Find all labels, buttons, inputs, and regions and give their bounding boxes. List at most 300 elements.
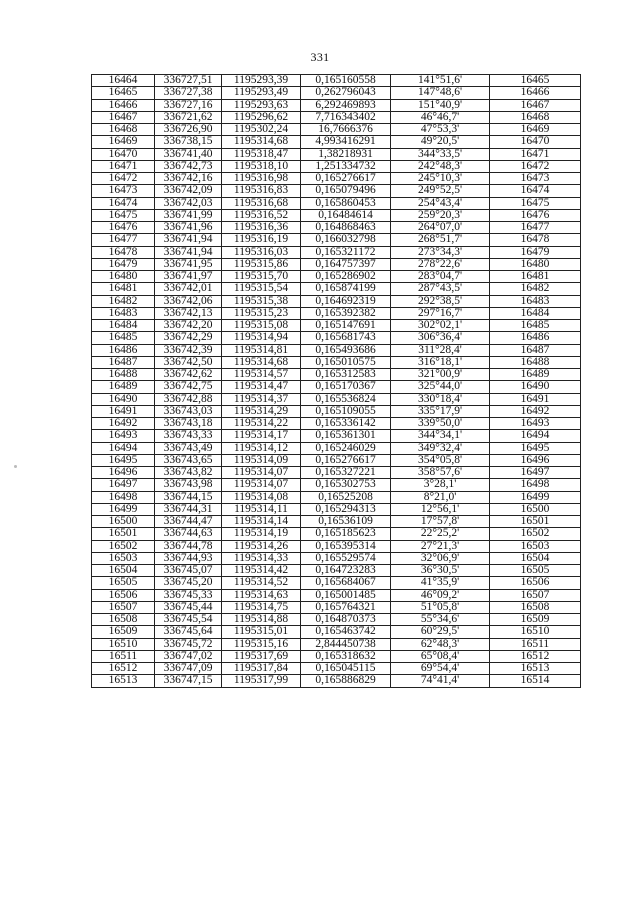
x-coordinate-cell: 336747,09 xyxy=(155,663,222,675)
next-point-id-cell: 16484 xyxy=(490,307,581,319)
point-id-cell: 16470 xyxy=(92,148,155,160)
y-coordinate-cell: 1195314,07 xyxy=(222,467,301,479)
next-point-id-cell: 16502 xyxy=(490,528,581,540)
distance-cell: 0,165536824 xyxy=(301,393,391,405)
point-id-cell: 16485 xyxy=(92,332,155,344)
x-coordinate-cell: 336742,39 xyxy=(155,344,222,356)
point-id-cell: 16510 xyxy=(92,638,155,650)
bearing-cell: 268°51,7' xyxy=(391,234,490,246)
distance-cell: 2,844450738 xyxy=(301,638,391,650)
distance-cell: 0,165045115 xyxy=(301,663,391,675)
point-id-cell: 16507 xyxy=(92,601,155,613)
bearing-cell: 297°16,7' xyxy=(391,307,490,319)
coordinates-table-container xyxy=(91,74,580,688)
point-id-cell: 16467 xyxy=(92,111,155,123)
y-coordinate-cell: 1195315,86 xyxy=(222,258,301,270)
bearing-cell: 245°10,3' xyxy=(391,173,490,185)
x-coordinate-cell: 336742,75 xyxy=(155,381,222,393)
distance-cell: 0,165010575 xyxy=(301,356,391,368)
distance-cell: 0,165886829 xyxy=(301,675,391,687)
table-row xyxy=(92,442,581,454)
next-point-id-cell: 16465 xyxy=(490,75,581,87)
x-coordinate-cell: 336744,47 xyxy=(155,516,222,528)
next-point-id-cell: 16488 xyxy=(490,356,581,368)
distance-cell: 0,165170367 xyxy=(301,381,391,393)
bearing-cell: 344°34,1' xyxy=(391,430,490,442)
distance-cell: 0,164692319 xyxy=(301,295,391,307)
x-coordinate-cell: 336742,09 xyxy=(155,185,222,197)
bearing-cell: 259°20,3' xyxy=(391,209,490,221)
x-coordinate-cell: 336742,73 xyxy=(155,160,222,172)
distance-cell: 0,164868463 xyxy=(301,222,391,234)
next-point-id-cell: 16508 xyxy=(490,601,581,613)
next-point-id-cell: 16513 xyxy=(490,663,581,675)
next-point-id-cell: 16478 xyxy=(490,234,581,246)
x-coordinate-cell: 336742,20 xyxy=(155,320,222,332)
point-id-cell: 16481 xyxy=(92,283,155,295)
point-id-cell: 16472 xyxy=(92,173,155,185)
y-coordinate-cell: 1195314,88 xyxy=(222,614,301,626)
point-id-cell: 16497 xyxy=(92,479,155,491)
x-coordinate-cell: 336742,62 xyxy=(155,369,222,381)
x-coordinate-cell: 336741,94 xyxy=(155,234,222,246)
point-id-cell: 16509 xyxy=(92,626,155,638)
bearing-cell: 249°52,5' xyxy=(391,185,490,197)
distance-cell: 0,165684067 xyxy=(301,577,391,589)
bearing-cell: 41°35,9' xyxy=(391,577,490,589)
y-coordinate-cell: 1195314,94 xyxy=(222,332,301,344)
x-coordinate-cell: 336743,18 xyxy=(155,418,222,430)
next-point-id-cell: 16494 xyxy=(490,430,581,442)
y-coordinate-cell: 1195314,68 xyxy=(222,356,301,368)
y-coordinate-cell: 1195318,10 xyxy=(222,160,301,172)
y-coordinate-cell: 1195315,23 xyxy=(222,307,301,319)
distance-cell: 0,164723283 xyxy=(301,565,391,577)
y-coordinate-cell: 1195315,54 xyxy=(222,283,301,295)
table-row xyxy=(92,197,581,209)
next-point-id-cell: 16483 xyxy=(490,295,581,307)
next-point-id-cell: 16506 xyxy=(490,577,581,589)
y-coordinate-cell: 1195314,07 xyxy=(222,479,301,491)
bearing-cell: 273°34,3' xyxy=(391,246,490,258)
table-row xyxy=(92,271,581,283)
point-id-cell: 16483 xyxy=(92,307,155,319)
next-point-id-cell: 16498 xyxy=(490,479,581,491)
distance-cell: 0,165276617 xyxy=(301,173,391,185)
point-id-cell: 16473 xyxy=(92,185,155,197)
y-coordinate-cell: 1195314,29 xyxy=(222,405,301,417)
y-coordinate-cell: 1195314,19 xyxy=(222,528,301,540)
table-row xyxy=(92,638,581,650)
table-row xyxy=(92,295,581,307)
distance-cell: 0,164757397 xyxy=(301,258,391,270)
table-row xyxy=(92,516,581,528)
y-coordinate-cell: 1195318,47 xyxy=(222,148,301,160)
x-coordinate-cell: 336742,03 xyxy=(155,197,222,209)
distance-cell: 0,165185623 xyxy=(301,528,391,540)
y-coordinate-cell: 1195316,68 xyxy=(222,197,301,209)
bearing-cell: 283°04,7' xyxy=(391,271,490,283)
bearing-cell: 321°00,9' xyxy=(391,369,490,381)
next-point-id-cell: 16500 xyxy=(490,503,581,515)
next-point-id-cell: 16486 xyxy=(490,332,581,344)
x-coordinate-cell: 336745,33 xyxy=(155,589,222,601)
y-coordinate-cell: 1195314,08 xyxy=(222,491,301,503)
table-row xyxy=(92,491,581,503)
x-coordinate-cell: 336744,63 xyxy=(155,528,222,540)
distance-cell: 0,262796043 xyxy=(301,87,391,99)
next-point-id-cell: 16471 xyxy=(490,148,581,160)
distance-cell: 0,165336142 xyxy=(301,418,391,430)
table-row xyxy=(92,601,581,613)
point-id-cell: 16504 xyxy=(92,565,155,577)
y-coordinate-cell: 1195315,70 xyxy=(222,271,301,283)
bearing-cell: 344°33,5' xyxy=(391,148,490,160)
bearing-cell: 306°36,4' xyxy=(391,332,490,344)
next-point-id-cell: 16470 xyxy=(490,136,581,148)
x-coordinate-cell: 336742,16 xyxy=(155,173,222,185)
point-id-cell: 16506 xyxy=(92,589,155,601)
next-point-id-cell: 16503 xyxy=(490,540,581,552)
y-coordinate-cell: 1195314,37 xyxy=(222,393,301,405)
y-coordinate-cell: 1195293,39 xyxy=(222,75,301,87)
distance-cell: 0,165312583 xyxy=(301,369,391,381)
table-row xyxy=(92,87,581,99)
distance-cell: 0,165286902 xyxy=(301,271,391,283)
point-id-cell: 16484 xyxy=(92,320,155,332)
point-id-cell: 16508 xyxy=(92,614,155,626)
y-coordinate-cell: 1195314,63 xyxy=(222,589,301,601)
next-point-id-cell: 16499 xyxy=(490,491,581,503)
bearing-cell: 74°41,4' xyxy=(391,675,490,687)
y-coordinate-cell: 1195316,98 xyxy=(222,173,301,185)
point-id-cell: 16503 xyxy=(92,552,155,564)
distance-cell: 0,165246029 xyxy=(301,442,391,454)
point-id-cell: 16488 xyxy=(92,369,155,381)
point-id-cell: 16474 xyxy=(92,197,155,209)
table-row xyxy=(92,307,581,319)
x-coordinate-cell: 336742,13 xyxy=(155,307,222,319)
y-coordinate-cell: 1195315,08 xyxy=(222,320,301,332)
distance-cell: 0,165079496 xyxy=(301,185,391,197)
table-row xyxy=(92,234,581,246)
distance-cell: 0,165321172 xyxy=(301,246,391,258)
y-coordinate-cell: 1195314,22 xyxy=(222,418,301,430)
next-point-id-cell: 16482 xyxy=(490,283,581,295)
x-coordinate-cell: 336745,64 xyxy=(155,626,222,638)
point-id-cell: 16489 xyxy=(92,381,155,393)
point-id-cell: 16512 xyxy=(92,663,155,675)
bearing-cell: 335°17,9' xyxy=(391,405,490,417)
distance-cell: 0,165493686 xyxy=(301,344,391,356)
distance-cell: 4,993416291 xyxy=(301,136,391,148)
table-row xyxy=(92,650,581,662)
x-coordinate-cell: 336742,06 xyxy=(155,295,222,307)
table-row xyxy=(92,540,581,552)
table-row xyxy=(92,381,581,393)
table-row xyxy=(92,503,581,515)
x-coordinate-cell: 336742,88 xyxy=(155,393,222,405)
x-coordinate-cell: 336745,07 xyxy=(155,565,222,577)
y-coordinate-cell: 1195316,83 xyxy=(222,185,301,197)
distance-cell: 0,16536109 xyxy=(301,516,391,528)
next-point-id-cell: 16480 xyxy=(490,258,581,270)
distance-cell: 7,716343402 xyxy=(301,111,391,123)
table-row xyxy=(92,454,581,466)
x-coordinate-cell: 336744,93 xyxy=(155,552,222,564)
x-coordinate-cell: 336727,38 xyxy=(155,87,222,99)
bearing-cell: 3°28,1' xyxy=(391,479,490,491)
next-point-id-cell: 16479 xyxy=(490,246,581,258)
point-id-cell: 16475 xyxy=(92,209,155,221)
table-row xyxy=(92,552,581,564)
next-point-id-cell: 16501 xyxy=(490,516,581,528)
distance-cell: 0,165529574 xyxy=(301,552,391,564)
table-row xyxy=(92,479,581,491)
table-row xyxy=(92,663,581,675)
coordinates-table xyxy=(91,74,581,688)
table-row xyxy=(92,332,581,344)
next-point-id-cell: 16468 xyxy=(490,111,581,123)
table-row xyxy=(92,565,581,577)
y-coordinate-cell: 1195314,81 xyxy=(222,344,301,356)
page-number: 331 xyxy=(310,50,330,64)
table-row xyxy=(92,185,581,197)
distance-cell: 0,165109055 xyxy=(301,405,391,417)
bearing-cell: 330°18,4' xyxy=(391,393,490,405)
point-id-cell: 16493 xyxy=(92,430,155,442)
y-coordinate-cell: 1195315,16 xyxy=(222,638,301,650)
distance-cell: 0,165001485 xyxy=(301,589,391,601)
next-point-id-cell: 16491 xyxy=(490,393,581,405)
point-id-cell: 16495 xyxy=(92,454,155,466)
y-coordinate-cell: 1195314,11 xyxy=(222,503,301,515)
point-id-cell: 16487 xyxy=(92,356,155,368)
next-point-id-cell: 16475 xyxy=(490,197,581,209)
y-coordinate-cell: 1195314,52 xyxy=(222,577,301,589)
bearing-cell: 302°02,1' xyxy=(391,320,490,332)
next-point-id-cell: 16485 xyxy=(490,320,581,332)
next-point-id-cell: 16504 xyxy=(490,552,581,564)
distance-cell: 0,165294313 xyxy=(301,503,391,515)
y-coordinate-cell: 1195302,24 xyxy=(222,124,301,136)
bearing-cell: 46°09,2' xyxy=(391,589,490,601)
bearing-cell: 62°48,3' xyxy=(391,638,490,650)
x-coordinate-cell: 336741,95 xyxy=(155,258,222,270)
table-row xyxy=(92,356,581,368)
distance-cell: 0,165327221 xyxy=(301,467,391,479)
table-row xyxy=(92,209,581,221)
point-id-cell: 16478 xyxy=(92,246,155,258)
y-coordinate-cell: 1195316,52 xyxy=(222,209,301,221)
y-coordinate-cell: 1195314,57 xyxy=(222,369,301,381)
y-coordinate-cell: 1195317,84 xyxy=(222,663,301,675)
table-row xyxy=(92,577,581,589)
next-point-id-cell: 16496 xyxy=(490,454,581,466)
next-point-id-cell: 16505 xyxy=(490,565,581,577)
bearing-cell: 311°28,4' xyxy=(391,344,490,356)
x-coordinate-cell: 336745,44 xyxy=(155,601,222,613)
table-row xyxy=(92,320,581,332)
point-id-cell: 16501 xyxy=(92,528,155,540)
table-row xyxy=(92,528,581,540)
bearing-cell: 349°32,4' xyxy=(391,442,490,454)
point-id-cell: 16477 xyxy=(92,234,155,246)
x-coordinate-cell: 336742,01 xyxy=(155,283,222,295)
y-coordinate-cell: 1195315,01 xyxy=(222,626,301,638)
x-coordinate-cell: 336744,78 xyxy=(155,540,222,552)
coordinates-table-body xyxy=(92,75,581,688)
x-coordinate-cell: 336744,15 xyxy=(155,491,222,503)
y-coordinate-cell: 1195314,68 xyxy=(222,136,301,148)
y-coordinate-cell: 1195314,42 xyxy=(222,565,301,577)
distance-cell: 0,165361301 xyxy=(301,430,391,442)
bearing-cell: 65°08,4' xyxy=(391,650,490,662)
next-point-id-cell: 16487 xyxy=(490,344,581,356)
distance-cell: 0,16484614 xyxy=(301,209,391,221)
table-row xyxy=(92,467,581,479)
x-coordinate-cell: 336747,02 xyxy=(155,650,222,662)
y-coordinate-cell: 1195314,12 xyxy=(222,442,301,454)
table-row xyxy=(92,418,581,430)
x-coordinate-cell: 336743,65 xyxy=(155,454,222,466)
x-coordinate-cell: 336741,94 xyxy=(155,246,222,258)
next-point-id-cell: 16507 xyxy=(490,589,581,601)
distance-cell: 0,165764321 xyxy=(301,601,391,613)
next-point-id-cell: 16514 xyxy=(490,675,581,687)
y-coordinate-cell: 1195293,63 xyxy=(222,99,301,111)
point-id-cell: 16480 xyxy=(92,271,155,283)
table-row xyxy=(92,124,581,136)
y-coordinate-cell: 1195314,14 xyxy=(222,516,301,528)
table-row xyxy=(92,405,581,417)
point-id-cell: 16479 xyxy=(92,258,155,270)
bearing-cell: 17°57,8' xyxy=(391,516,490,528)
distance-cell: 0,165147691 xyxy=(301,320,391,332)
point-id-cell: 16490 xyxy=(92,393,155,405)
x-coordinate-cell: 336745,72 xyxy=(155,638,222,650)
distance-cell: 0,165276617 xyxy=(301,454,391,466)
bearing-cell: 147°48,6' xyxy=(391,87,490,99)
bearing-cell: 254°43,4' xyxy=(391,197,490,209)
table-row xyxy=(92,75,581,87)
distance-cell: 0,165302753 xyxy=(301,479,391,491)
distance-cell: 0,165395314 xyxy=(301,540,391,552)
bearing-cell: 151°40,9' xyxy=(391,99,490,111)
margin-mark xyxy=(14,465,17,468)
bearing-cell: 49°20,5' xyxy=(391,136,490,148)
y-coordinate-cell: 1195316,19 xyxy=(222,234,301,246)
point-id-cell: 16466 xyxy=(92,99,155,111)
x-coordinate-cell: 336745,20 xyxy=(155,577,222,589)
table-row xyxy=(92,675,581,687)
bearing-cell: 12°56,1' xyxy=(391,503,490,515)
distance-cell: 1,251334732 xyxy=(301,160,391,172)
x-coordinate-cell: 336721,62 xyxy=(155,111,222,123)
y-coordinate-cell: 1195316,36 xyxy=(222,222,301,234)
table-row xyxy=(92,369,581,381)
bearing-cell: 36°30,5' xyxy=(391,565,490,577)
x-coordinate-cell: 336742,50 xyxy=(155,356,222,368)
bearing-cell: 242°48,3' xyxy=(391,160,490,172)
x-coordinate-cell: 336726,90 xyxy=(155,124,222,136)
table-row xyxy=(92,344,581,356)
next-point-id-cell: 16467 xyxy=(490,99,581,111)
next-point-id-cell: 16493 xyxy=(490,418,581,430)
table-row xyxy=(92,148,581,160)
point-id-cell: 16464 xyxy=(92,75,155,87)
table-row xyxy=(92,430,581,442)
x-coordinate-cell: 336744,31 xyxy=(155,503,222,515)
point-id-cell: 16502 xyxy=(92,540,155,552)
distance-cell: 0,165392382 xyxy=(301,307,391,319)
point-id-cell: 16513 xyxy=(92,675,155,687)
table-row xyxy=(92,111,581,123)
distance-cell: 0,16525208 xyxy=(301,491,391,503)
distance-cell: 0,165318632 xyxy=(301,650,391,662)
y-coordinate-cell: 1195317,69 xyxy=(222,650,301,662)
next-point-id-cell: 16490 xyxy=(490,381,581,393)
x-coordinate-cell: 336727,16 xyxy=(155,99,222,111)
y-coordinate-cell: 1195296,62 xyxy=(222,111,301,123)
bearing-cell: 287°43,5' xyxy=(391,283,490,295)
table-row xyxy=(92,222,581,234)
x-coordinate-cell: 336743,49 xyxy=(155,442,222,454)
point-id-cell: 16499 xyxy=(92,503,155,515)
next-point-id-cell: 16469 xyxy=(490,124,581,136)
point-id-cell: 16476 xyxy=(92,222,155,234)
x-coordinate-cell: 336743,98 xyxy=(155,479,222,491)
bearing-cell: 22°25,2' xyxy=(391,528,490,540)
distance-cell: 0,165463742 xyxy=(301,626,391,638)
point-id-cell: 16486 xyxy=(92,344,155,356)
next-point-id-cell: 16509 xyxy=(490,614,581,626)
point-id-cell: 16498 xyxy=(92,491,155,503)
distance-cell: 16,7666376 xyxy=(301,124,391,136)
table-row xyxy=(92,136,581,148)
distance-cell: 0,164870373 xyxy=(301,614,391,626)
point-id-cell: 16500 xyxy=(92,516,155,528)
bearing-cell: 55°34,6' xyxy=(391,614,490,626)
bearing-cell: 325°44,0' xyxy=(391,381,490,393)
bearing-cell: 264°07,0' xyxy=(391,222,490,234)
x-coordinate-cell: 336741,96 xyxy=(155,222,222,234)
point-id-cell: 16511 xyxy=(92,650,155,662)
point-id-cell: 16469 xyxy=(92,136,155,148)
point-id-cell: 16465 xyxy=(92,87,155,99)
table-row xyxy=(92,614,581,626)
bearing-cell: 46°46,7' xyxy=(391,111,490,123)
next-point-id-cell: 16474 xyxy=(490,185,581,197)
bearing-cell: 27°21,3' xyxy=(391,540,490,552)
y-coordinate-cell: 1195314,09 xyxy=(222,454,301,466)
table-row xyxy=(92,626,581,638)
distance-cell: 0,165160558 xyxy=(301,75,391,87)
y-coordinate-cell: 1195316,03 xyxy=(222,246,301,258)
y-coordinate-cell: 1195293,49 xyxy=(222,87,301,99)
next-point-id-cell: 16466 xyxy=(490,87,581,99)
y-coordinate-cell: 1195314,75 xyxy=(222,601,301,613)
next-point-id-cell: 16497 xyxy=(490,467,581,479)
distance-cell: 1,38218931 xyxy=(301,148,391,160)
x-coordinate-cell: 336743,03 xyxy=(155,405,222,417)
y-coordinate-cell: 1195317,99 xyxy=(222,675,301,687)
table-row xyxy=(92,160,581,172)
bearing-cell: 47°53,3' xyxy=(391,124,490,136)
next-point-id-cell: 16489 xyxy=(490,369,581,381)
bearing-cell: 8°21,0' xyxy=(391,491,490,503)
point-id-cell: 16491 xyxy=(92,405,155,417)
